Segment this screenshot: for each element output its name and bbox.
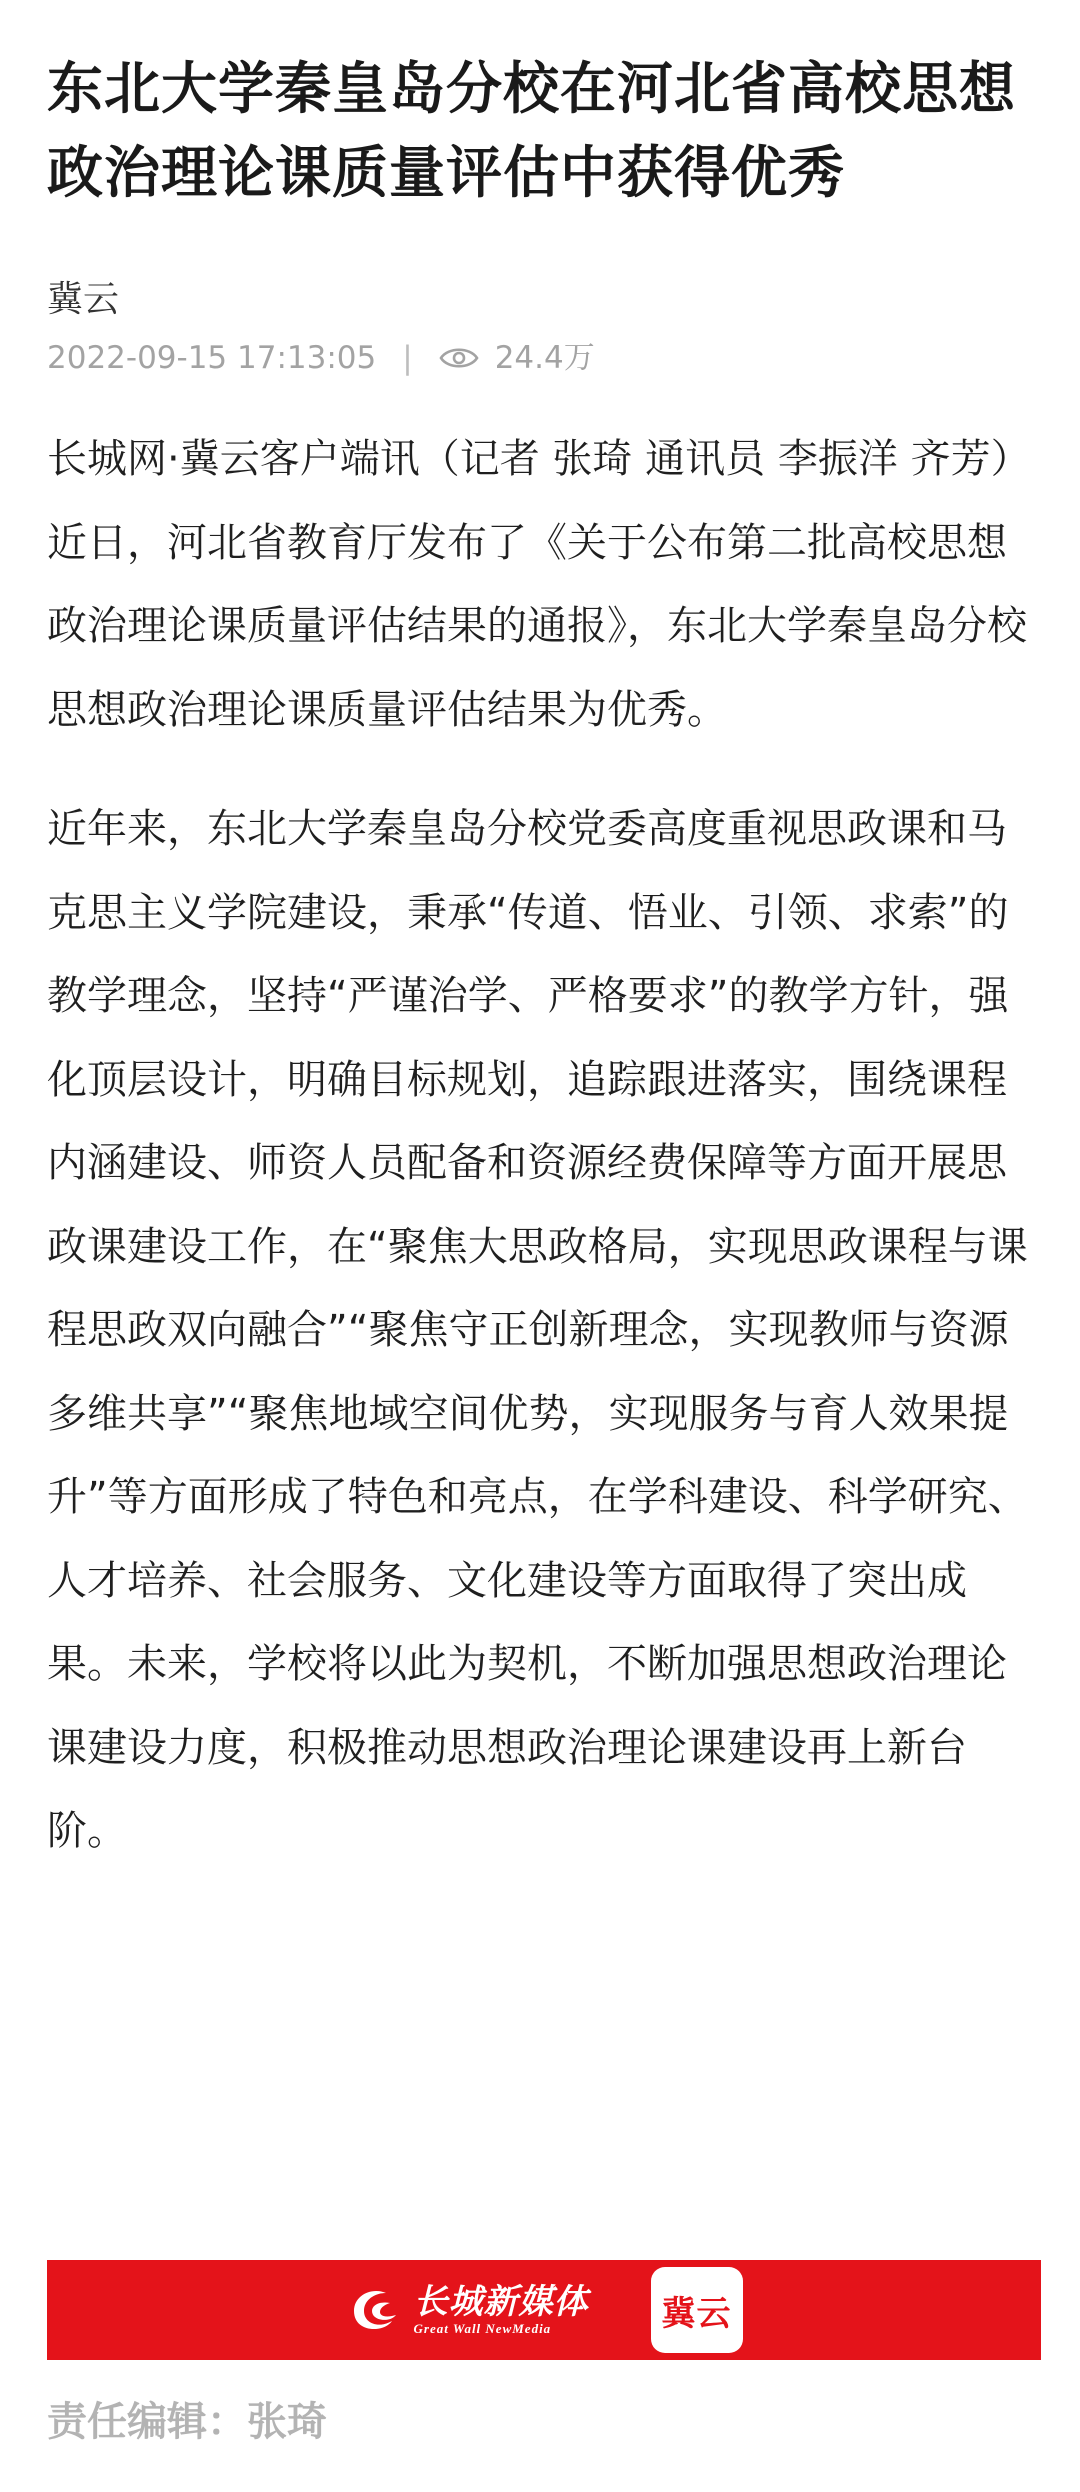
article-source[interactable]: 冀云 [47,279,120,320]
great-wall-logo-icon [346,2281,404,2339]
view-count: 24.4万 [494,340,595,376]
great-wall-newmedia-banner[interactable] [47,2260,1041,2360]
article-meta [47,338,1041,378]
article-title: 东北大学秦皇岛分校在河北省高校思想政治理论课质量评估中获得优秀 [47,57,1016,206]
article-paragraph: 近年来，东北大学秦皇岛分校党委高度重视思政课和马克思主义学院建设，秉承“传道、悟业、引领、求索”的教学理念，坚持“严谨治学、严格要求”的教学方针，强化顶层设计，明确目标规划，追踪跟进落实，围绕课程内涵建设、师资人员配备和资源经费保障等方面开展思政课建设工作，在“聚焦大思政格局，实现思政课程与课程思政双向融合”“聚焦守正创新理念，实现教师与资源多维共享”“聚焦地域空间优势，实现服务与育人效果提升”等方面形成了特色和亮点，在学科建设、科学研究、人才培养、社会服务、文化建设等方面取得了突出成果。未来，学校将以此为契机，不断加强思想政治理论课建设力度，积极推动思想政治理论课建设再上新台阶。 [47,806,1028,1854]
brand-name-en: Great Wall NewMedia [413,2321,552,2336]
brand-name-cn: 长城新媒体 [413,2282,589,2322]
responsible-editor: 责任编辑：张琦 [47,2399,327,2445]
meta-separator: | [402,340,413,376]
brand-logo-group [346,2281,589,2339]
brand-text [414,2283,589,2337]
eye-icon [439,345,479,371]
article-paragraph: 长城网·冀云客户端讯（记者 张琦 通讯员 李振洋 齐芳）近日，河北省教育厅发布了《关于公布第二批高校思想政治理论课质量评估结果的通报》，东北大学秦皇岛分校思想政治理论课质量评估结果为优秀。 [47,436,1031,733]
article [47,0,1041,1874]
jiyun-badge: 冀云 [651,2267,743,2353]
publish-datetime: 2022-09-15 17:13:05 [47,340,377,376]
